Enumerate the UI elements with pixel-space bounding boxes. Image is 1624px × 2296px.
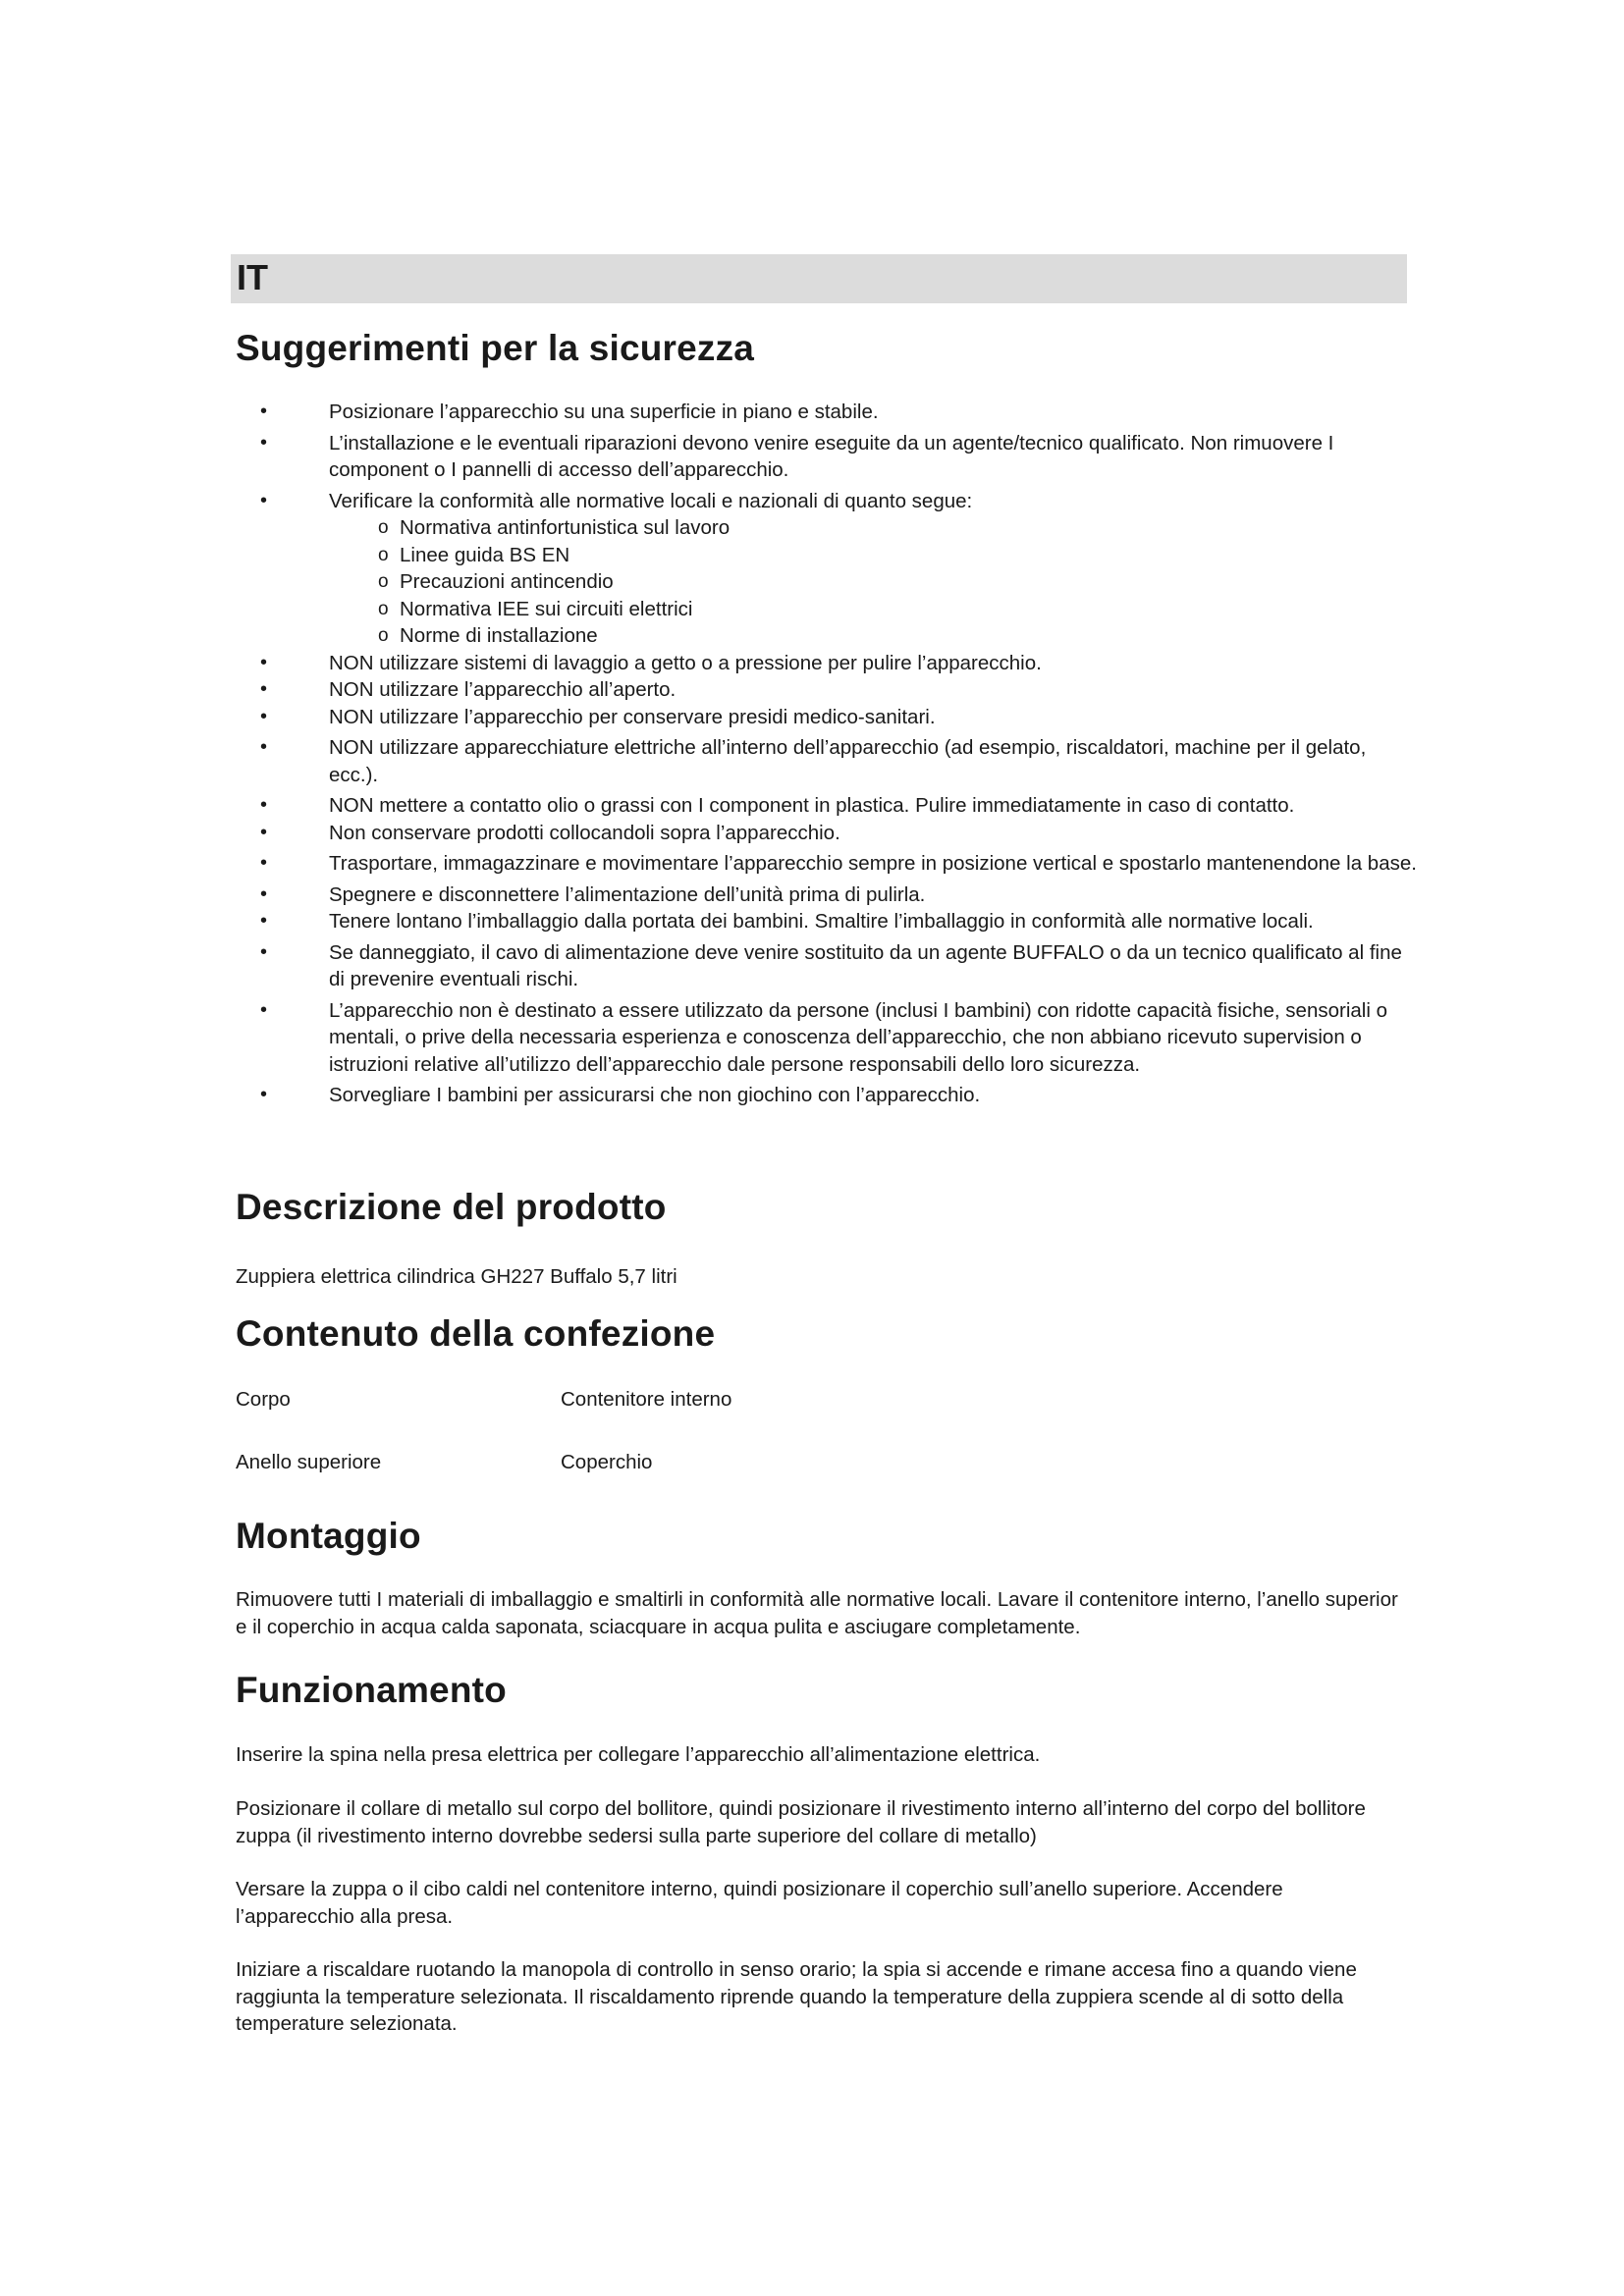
list-item: • Posizionare l’apparecchio su una superficie in piano e stabile.	[231, 399, 1419, 426]
description-text: Zuppiera elettrica cilindrica GH227 Buffalo 5,7 litri	[236, 1265, 677, 1288]
sub-list	[329, 514, 1419, 650]
list-item-text: Verificare la conformità alle normative locali e nazionali di quanto segue:	[329, 489, 973, 512]
list-item: • L’apparecchio non è destinato a essere utilizzato da persone (inclusi I bambini) con ridotte capacità fisiche, sensoriali o mentali, o prive della necessaria esperienza e conoscenza dell’apparecchio, che non abbiano ricevuto supervision o istruzioni relative all’utilizzo dell’apparecchio dale persone responsabili dello loro sicurezza.	[231, 997, 1419, 1079]
sub-list-item: o Norme di installazione	[329, 622, 1419, 650]
contents-item: Coperchio	[561, 1451, 653, 1473]
language-label: IT	[237, 257, 268, 297]
list-item: • Trasportare, immagazzinare e movimentare l’apparecchio sempre in posizione vertical e spostarlo mantenendone la base.	[231, 850, 1419, 878]
operation-paragraph: Iniziare a riscaldare ruotando la manopola di controllo in senso orario; la spia si accende e rimane accesa fino a quando viene raggiunta la temperature selezionata. Il riscaldamento riprende quando la temperature della zuppiera scende al di sotto della temperature selezionata.	[236, 1958, 1357, 2035]
sub-list-item: o Normativa IEE sui circuiti elettrici	[329, 596, 1419, 623]
operation-heading: Funzionamento	[236, 1670, 507, 1710]
contents-item: Contenitore interno	[561, 1388, 732, 1411]
safety-heading: Suggerimenti per la sicurezza	[236, 328, 755, 368]
sub-list-item: o Normativa antinfortunistica sul lavoro	[329, 514, 1419, 542]
list-item: • L’installazione e le eventuali riparazioni devono venire eseguite da un agente/tecnico qualificato. Non rimuovere I component o I pannelli di accesso dell’apparecchio.	[231, 430, 1419, 484]
list-item: • Non conservare prodotti collocandoli sopra l’apparecchio.	[231, 820, 1419, 847]
operation-paragraph: Posizionare il collare di metallo sul corpo del bollitore, quindi posizionare il rivestimento interno all’interno del corpo del bollitore zuppa (il rivestimento interno dovrebbe sedersi sulla parte superiore del collare di metallo)	[236, 1797, 1366, 1847]
list-item: • NON utilizzare l’apparecchio all’aperto.	[231, 676, 1419, 704]
sub-list-item: o Linee guida BS EN	[329, 542, 1419, 569]
list-item: • NON utilizzare sistemi di lavaggio a getto o a pressione per pulire l’apparecchio.	[231, 650, 1419, 677]
list-item	[231, 488, 1419, 650]
list-item: • NON utilizzare l’apparecchio per conservare presidi medico-sanitari.	[231, 704, 1419, 731]
list-item: • NON mettere a contatto olio o grassi con I component in plastica. Pulire immediatamente in caso di contatto.	[231, 792, 1419, 820]
language-bar	[231, 254, 1407, 303]
operation-paragraph: Versare la zuppa o il cibo caldi nel contenitore interno, quindi posizionare il coperchio sull’anello superiore. Accendere l’apparecchio alla presa.	[236, 1878, 1283, 1928]
list-item: • Spegnere e disconnettere l’alimentazione dell’unità prima di pulirla.	[231, 881, 1419, 909]
description-heading: Descrizione del prodotto	[236, 1187, 667, 1227]
list-item: • NON utilizzare apparecchiature elettriche all’interno dell’apparecchio (ad esempio, riscaldatori, machine per il gelato, ecc.).	[231, 734, 1419, 788]
assembly-text: Rimuovere tutti I materiali di imballaggio e smaltirli in conformità alle normative locali. Lavare il contenitore interno, l’anello superior e il coperchio in acqua calda saponata, sciacquare in acqua pulita e asciugare completamente.	[236, 1588, 1398, 1638]
contents-heading: Contenuto della confezione	[236, 1313, 716, 1354]
contents-item: Anello superiore	[236, 1451, 382, 1473]
sub-list-item: o Precauzioni antincendio	[329, 568, 1419, 596]
list-item: • Sorvegliare I bambini per assicurarsi che non giochino con l’apparecchio.	[231, 1082, 1419, 1109]
assembly-heading: Montaggio	[236, 1516, 421, 1556]
safety-list	[231, 399, 1419, 1109]
list-item: • Tenere lontano l’imballaggio dalla portata dei bambini. Smaltire l’imballaggio in conformità alle normative locali.	[231, 908, 1419, 935]
operation-paragraph: Inserire la spina nella presa elettrica per collegare l’apparecchio all’alimentazione elettrica.	[236, 1743, 1041, 1766]
contents-item: Corpo	[236, 1388, 291, 1411]
list-item: • Se danneggiato, il cavo di alimentazione deve venire sostituito da un agente BUFFALO o da un tecnico qualificato al fine di prevenire eventuali rischi.	[231, 939, 1419, 993]
